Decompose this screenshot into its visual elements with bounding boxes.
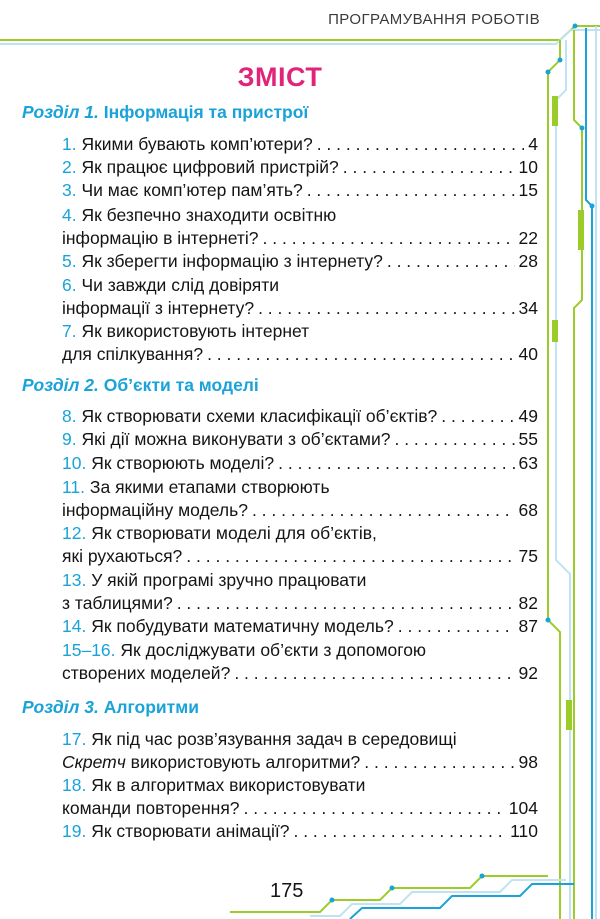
entry-title: Як в алгоритмах використовувати xyxy=(91,775,366,795)
entry-number: 13. xyxy=(62,570,87,590)
entry-title: Як працює цифровий пристрій? xyxy=(81,157,339,177)
toc-entry[interactable] xyxy=(62,774,538,797)
entry-title: з таблицями? xyxy=(62,593,173,613)
entry-title: інформаційну модель? xyxy=(62,500,248,520)
section-title: Інформація та пристрої xyxy=(103,102,309,122)
entry-page: 82 xyxy=(518,593,538,613)
toc-entry[interactable] xyxy=(62,204,538,227)
entry-title: команди повторення? xyxy=(62,798,240,818)
section-heading xyxy=(22,375,259,396)
dot-leader xyxy=(177,592,515,615)
toc-entry[interactable] xyxy=(62,728,538,751)
entry-page: 87 xyxy=(518,616,538,636)
dot-leader xyxy=(364,751,514,774)
dot-leader xyxy=(441,405,514,428)
entry-title: Чи має комп’ютер пам’ять? xyxy=(81,180,303,200)
dot-leader xyxy=(186,545,514,568)
entry-page: 75 xyxy=(518,546,538,566)
entry-page: 49 xyxy=(518,406,538,426)
entry-number: 1. xyxy=(62,134,77,154)
entry-number: 2. xyxy=(62,157,77,177)
entry-title: Як під час розв’язування задач в середовищі xyxy=(91,729,457,749)
dot-leader xyxy=(263,227,515,250)
entry-title: інформацію в інтернеті? xyxy=(62,228,259,248)
section-heading xyxy=(22,102,308,123)
dot-leader xyxy=(343,156,515,179)
entry-title: Чи завжди слід довіряти xyxy=(81,275,280,295)
entry-number: 11. xyxy=(62,477,86,497)
dot-leader xyxy=(387,250,515,273)
entry-title: Як створювати анімації? xyxy=(91,821,290,841)
entry-title: Якими бувають комп’ютери? xyxy=(81,134,313,154)
entry-number: 14. xyxy=(62,616,87,636)
page-number: 175 xyxy=(270,880,304,902)
dot-leader xyxy=(252,499,515,522)
entry-number: 8. xyxy=(62,406,77,426)
toc-entry-continuation[interactable] xyxy=(62,751,538,774)
toc-entry[interactable] xyxy=(62,179,538,202)
section-prefix: Розділ 2. xyxy=(22,375,99,395)
entry-title: У якій програмі зручно працювати xyxy=(91,570,367,590)
entry-number: 10. xyxy=(62,453,87,473)
entry-number: 15–16. xyxy=(62,640,116,660)
dot-leader xyxy=(394,428,514,451)
entry-title: Як створювати моделі для об’єктів, xyxy=(91,523,377,543)
section-title: Алгоритми xyxy=(103,697,199,717)
entry-number: 4. xyxy=(62,205,77,225)
toc-entry[interactable] xyxy=(62,133,538,156)
entry-page: 104 xyxy=(508,798,538,818)
entry-page: 40 xyxy=(518,344,538,364)
entry-title: Як зберегти інформацію з інтернету? xyxy=(81,251,383,271)
entry-title: Як використовують інтернет xyxy=(81,321,310,341)
dot-leader xyxy=(207,343,514,366)
entry-page: 10 xyxy=(518,157,538,177)
dot-leader xyxy=(278,452,514,475)
entry-title: створених моделей? xyxy=(62,663,231,683)
entry-number: 19. xyxy=(62,821,87,841)
entry-page: 4 xyxy=(528,134,538,154)
toc-entry[interactable] xyxy=(62,820,538,843)
section-prefix: Розділ 3. xyxy=(22,697,99,717)
entry-title: Які дії можна виконувати з об’єктами? xyxy=(81,429,391,449)
entry-page: 98 xyxy=(518,752,538,772)
toc-entry[interactable] xyxy=(62,405,538,428)
toc-entry-continuation[interactable] xyxy=(62,343,538,366)
toc-entry-continuation[interactable] xyxy=(62,662,538,685)
entry-number: 12. xyxy=(62,523,87,543)
entry-number: 17. xyxy=(62,729,87,749)
toc-entry[interactable] xyxy=(62,428,538,451)
dot-leader xyxy=(293,820,506,843)
entry-page: 22 xyxy=(518,228,538,248)
entry-number: 7. xyxy=(62,321,77,341)
entry-title: які рухаються? xyxy=(62,546,183,566)
toc-entry[interactable] xyxy=(62,615,538,638)
toc-entry-continuation[interactable] xyxy=(62,545,538,568)
entry-title: Як створюють моделі? xyxy=(91,453,275,473)
dot-leader xyxy=(398,615,515,638)
toc-entry-continuation[interactable] xyxy=(62,797,538,820)
dot-leader xyxy=(317,133,525,156)
entry-page: 15 xyxy=(518,180,538,200)
toc-entry-continuation[interactable] xyxy=(62,592,538,615)
entry-page: 68 xyxy=(518,500,538,520)
entry-number: 18. xyxy=(62,775,87,795)
entry-page: 55 xyxy=(518,429,538,449)
entry-title: Як безпечно знаходити освітню xyxy=(81,205,337,225)
entry-title: За якими етапами створюють xyxy=(89,477,330,497)
entry-page: 63 xyxy=(518,453,538,473)
section-heading xyxy=(22,697,199,718)
entry-title: Як створювати схеми класифікації об’єктів? xyxy=(81,406,438,426)
toc-entry[interactable] xyxy=(62,320,538,343)
entry-number: 3. xyxy=(62,180,77,200)
toc-entry[interactable] xyxy=(62,639,538,662)
entry-page: 110 xyxy=(510,821,538,841)
toc-title: ЗМІСТ xyxy=(237,62,323,92)
entry-page: 28 xyxy=(518,251,538,271)
toc-entry[interactable] xyxy=(62,156,538,179)
dot-leader xyxy=(307,179,515,202)
toc-entry-continuation[interactable] xyxy=(62,499,538,522)
toc-entry[interactable] xyxy=(62,476,538,499)
entry-title: Скретч використовують алгоритми? xyxy=(62,752,361,772)
running-header: ПРОГРАМУВАННЯ РОБОТІВ xyxy=(328,11,540,28)
entry-page: 92 xyxy=(518,663,538,683)
toc-entry[interactable] xyxy=(62,274,538,297)
toc-entry-continuation[interactable] xyxy=(62,227,538,250)
toc-entry[interactable] xyxy=(62,569,538,592)
dot-leader xyxy=(234,662,514,685)
toc-entry[interactable] xyxy=(62,452,538,475)
toc-entry[interactable] xyxy=(62,250,538,273)
entry-title: Як досліджувати об’єкти з допомогою xyxy=(120,640,427,660)
entry-number: 6. xyxy=(62,275,77,295)
entry-number: 9. xyxy=(62,429,77,449)
toc-entry[interactable] xyxy=(62,522,538,545)
entry-number: 5. xyxy=(62,251,77,271)
section-prefix: Розділ 1. xyxy=(22,102,99,122)
dot-leader xyxy=(244,797,505,820)
entry-page: 34 xyxy=(518,298,538,318)
toc-entry-continuation[interactable] xyxy=(62,297,538,320)
entry-title: Як побудувати математичну модель? xyxy=(91,616,394,636)
entry-title: для спілкування? xyxy=(62,344,204,364)
section-title: Об’єкти та моделі xyxy=(103,375,259,395)
entry-title: інформації з інтернету? xyxy=(62,298,255,318)
dot-leader xyxy=(258,297,514,320)
